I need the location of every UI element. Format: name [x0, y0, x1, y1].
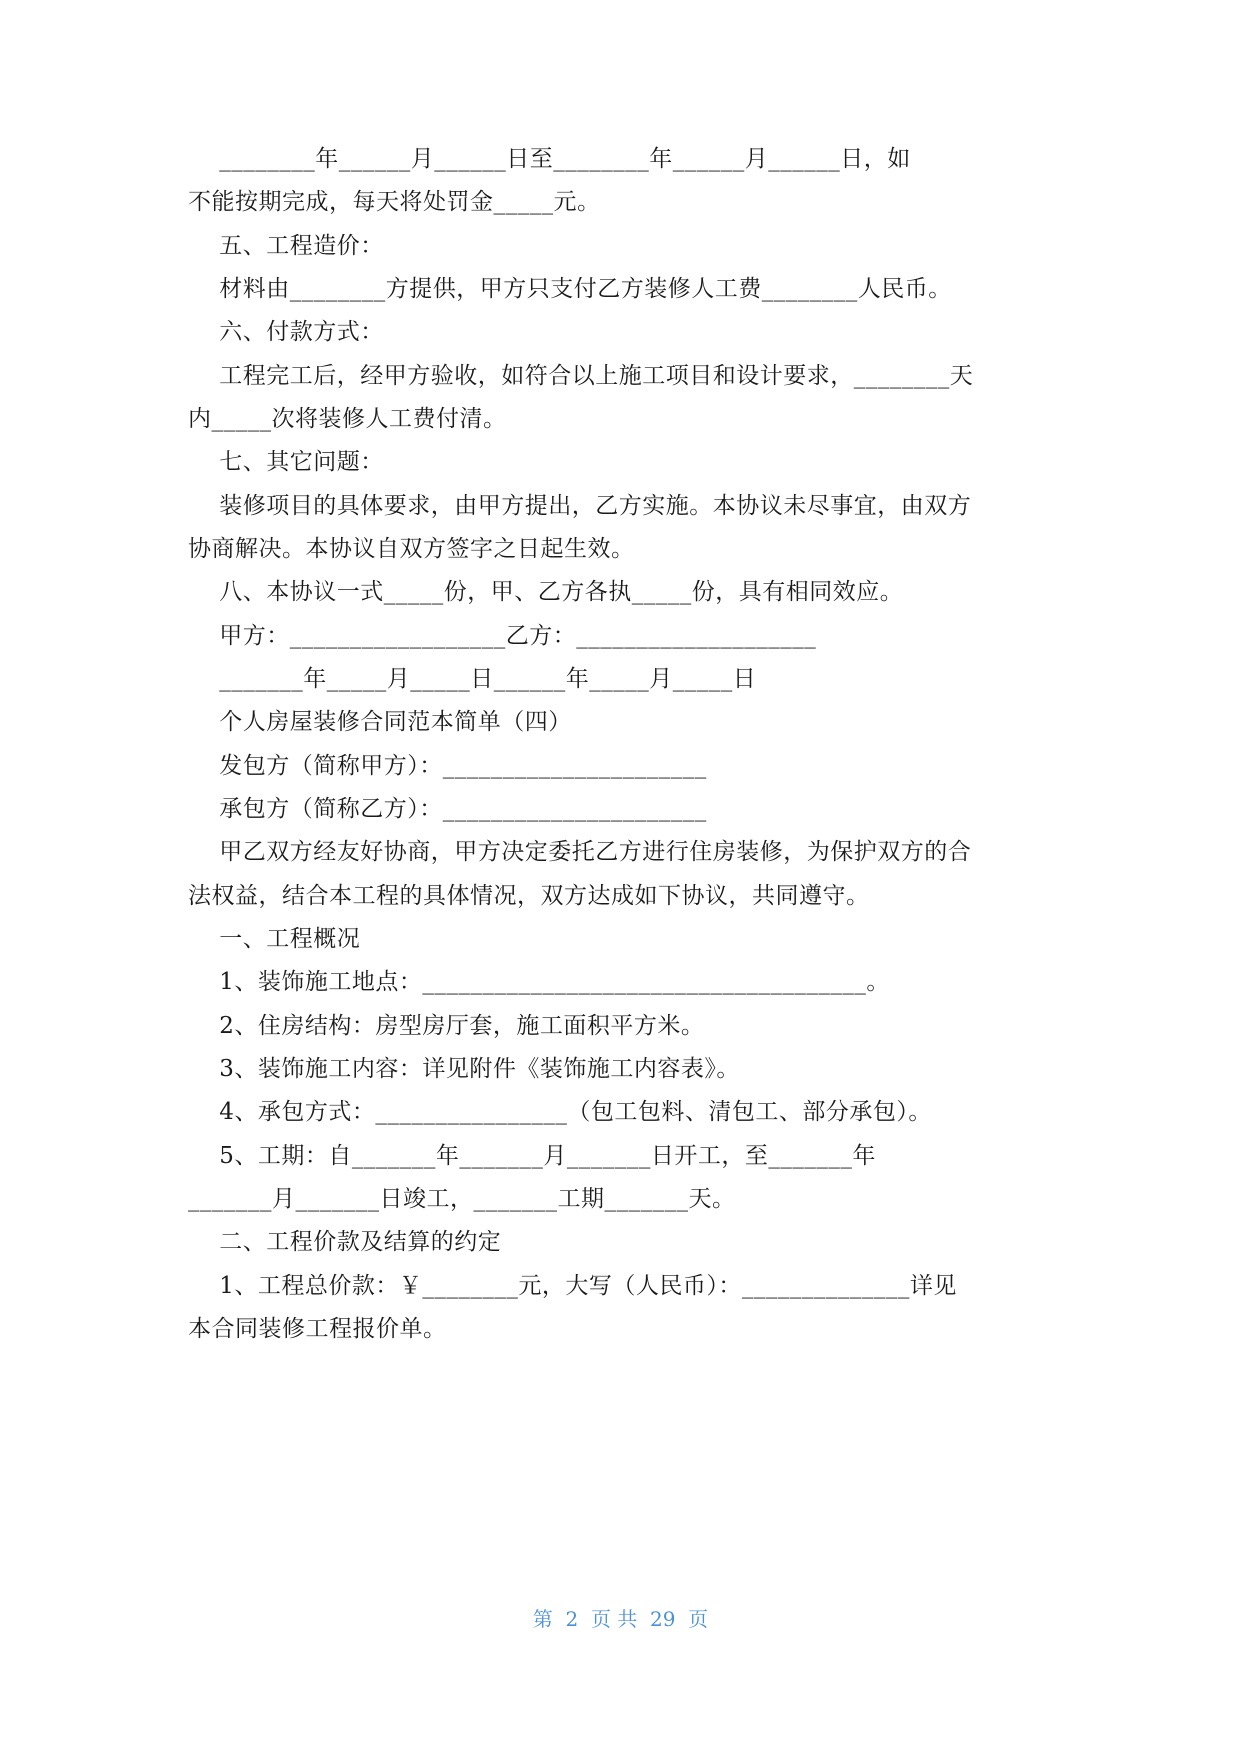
section-heading: 七、其它问题：	[188, 449, 384, 475]
list-item: 3、装饰施工内容：详见附件《装饰施工内容表》。	[188, 1056, 740, 1082]
text-line: 不能按期完成，每天将处罚金_____元。	[188, 189, 601, 215]
text-line: 本合同装修工程报价单。	[188, 1316, 447, 1342]
list-item: 4、承包方式：________________（包工包料、清包工、部分承包）。	[188, 1099, 932, 1125]
section-heading: 一、工程概况	[188, 926, 361, 952]
list-item: 5、工期：自_______年_______月_______日开工，至_______年	[188, 1143, 876, 1169]
party-b-line: 承包方（简称乙方）：______________________	[188, 796, 707, 822]
text-line: ________年______月______日至________年______月______日，如	[188, 146, 911, 172]
text-line: 协商解决。本协议自双方签字之日起生效。	[188, 536, 635, 562]
list-item: 1、装饰施工地点：_____________________________________。	[188, 969, 890, 995]
text-line: 法权益，结合本工程的具体情况，双方达成如下协议，共同遵守。	[188, 883, 870, 909]
text-line: 装修项目的具体要求，由甲方提出，乙方实施。本协议未尽事宜，由双方	[188, 493, 972, 519]
section-heading: 五、工程造价：	[188, 233, 384, 259]
text-line: 八、本协议一式_____份，甲、乙方各执_____份，具有相同效应。	[188, 579, 904, 605]
document-title: 个人房屋装修合同范本简单（四）	[188, 709, 572, 735]
text-line: 材料由________方提供，甲方只支付乙方装修人工费________人民币。	[188, 276, 952, 302]
signature-line: 甲方：__________________乙方：____________________	[188, 623, 817, 649]
list-item: 2、住房结构：房型房厅套，施工面积平方米。	[188, 1013, 705, 1039]
text-line: 内_____次将装修人工费付清。	[188, 406, 507, 432]
text-line: 甲乙双方经友好协商，甲方决定委托乙方进行住房装修，为保护双方的合	[188, 839, 972, 865]
list-item: 1、工程总价款：￥________元，大写（人民币）：______________详见	[188, 1273, 957, 1299]
text-line: 工程完工后，经甲方验收，如符合以上施工项目和设计要求，________天	[188, 363, 974, 389]
party-a-line: 发包方（简称甲方）：______________________	[188, 753, 707, 779]
date-line: _______年_____月_____日______年_____月_____日	[188, 666, 757, 692]
text-line: _______月_______日竣工，_______工期_______天。	[188, 1186, 736, 1212]
section-heading: 二、工程价款及结算的约定	[188, 1229, 502, 1255]
page-number-footer: 第 2 页 共 29 页	[532, 1607, 709, 1631]
section-heading: 六、付款方式：	[188, 319, 384, 345]
